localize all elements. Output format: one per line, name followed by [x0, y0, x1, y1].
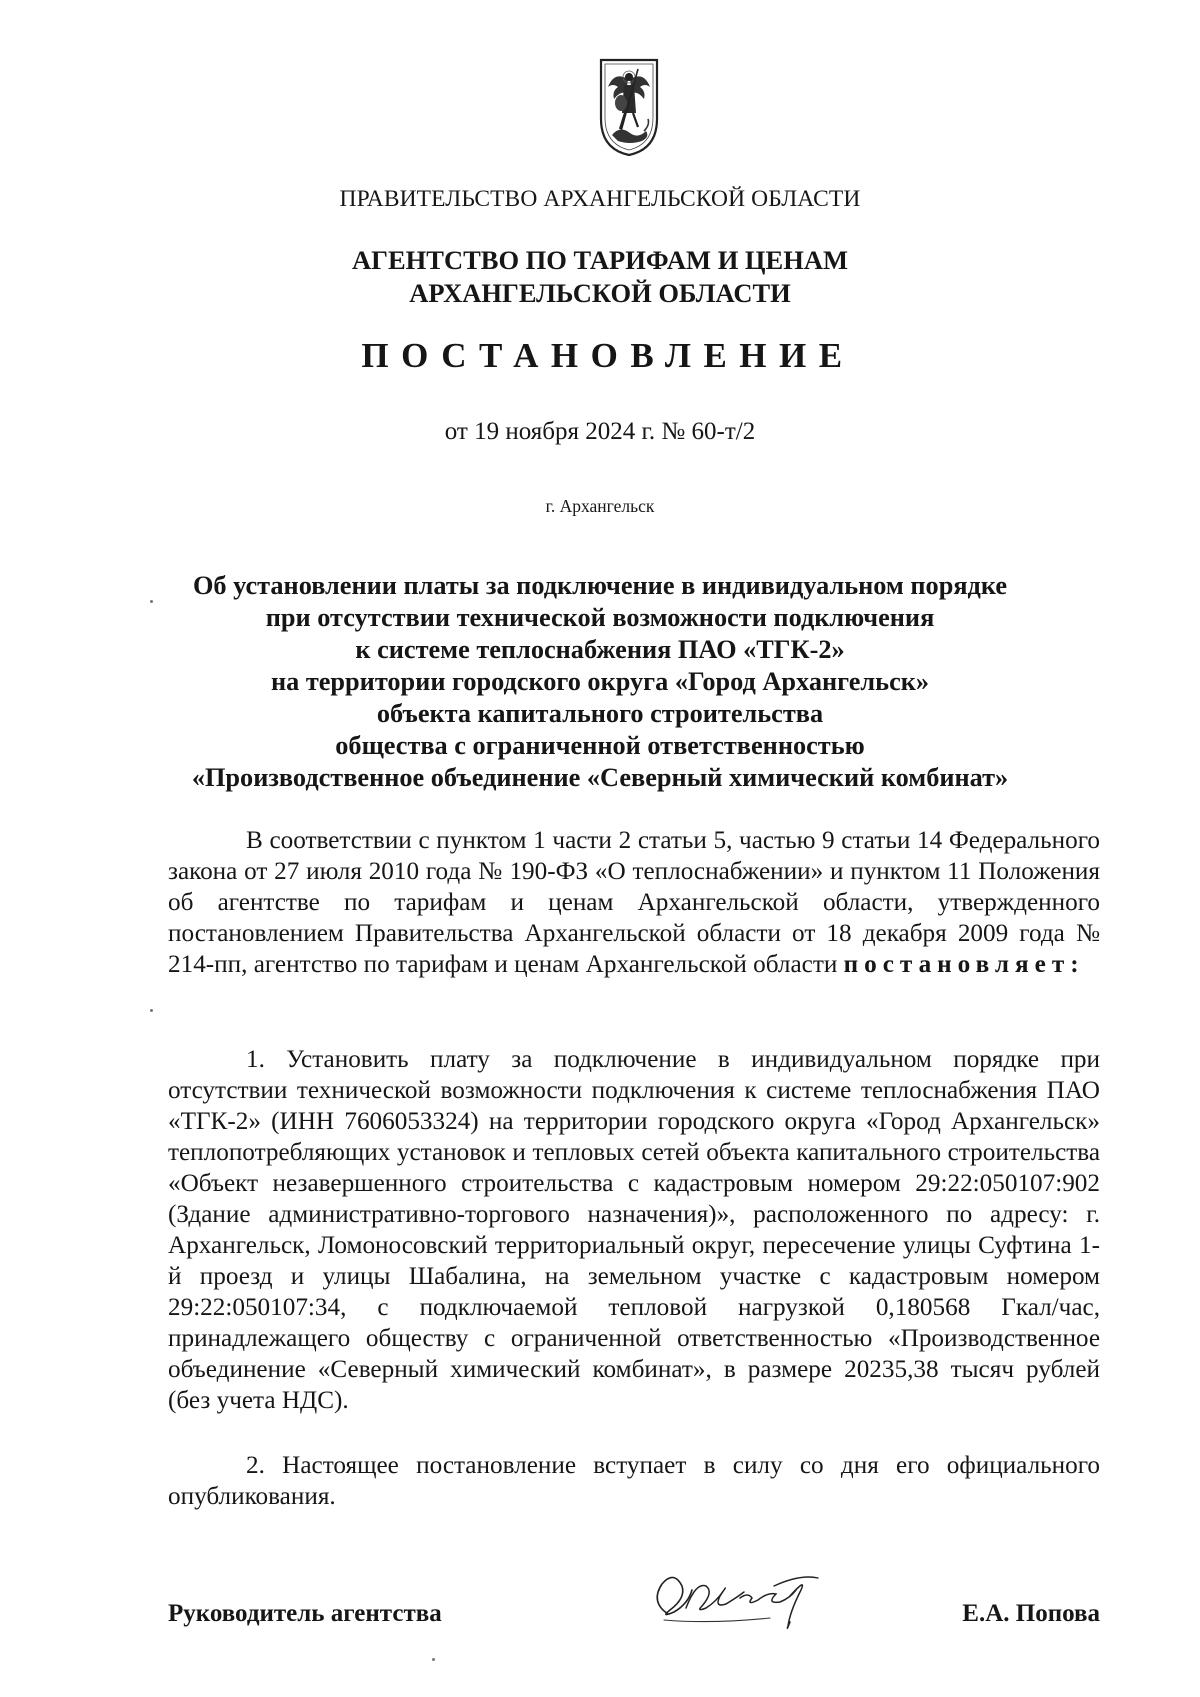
decree-word: постановляет: — [843, 951, 1085, 978]
preamble-paragraph — [168, 825, 1100, 980]
subject-line: к системе теплоснабжения ПАО «ТГК-2» — [355, 635, 845, 664]
subject-line: при отсутствии технической возможности подключения — [265, 603, 935, 632]
signature-block — [168, 1590, 1100, 1650]
document-date-number: от 19 ноября 2024 г. № 60-т/2 — [444, 418, 756, 445]
subject-line: Об установлении платы за подключение в индивидуальном порядке — [192, 571, 1008, 600]
subject-line: «Производственное объединение «Северный химический комбинат» — [191, 763, 1009, 792]
agency-name — [0, 244, 1200, 310]
subject-line: общества с ограниченной ответственностью — [335, 731, 865, 760]
subject-line: на территории городского округа «Город Архангельск» — [270, 667, 930, 696]
agency-name-line: АРХАНГЕЛЬСКОЙ ОБЛАСТИ — [409, 278, 791, 308]
signatory-name: Е.А. Попова — [962, 1600, 1100, 1627]
government-name: ПРАВИТЕЛЬСТВО АРХАНГЕЛЬСКОЙ ОБЛАСТИ — [339, 186, 861, 212]
handwritten-signature — [640, 1562, 830, 1642]
preamble-text: В соответствии с пунктом 1 части 2 статьи 5, частью 9 статьи 14 Федерального закона от 27 июля 2010 года № 190-ФЗ «О теплоснабжении» и пунктом 11 Положения об агентстве по тарифам и ценам Архангельской области, утвержденного постановлением Правительства Архангельской области от 18 декабря 2009 года № 214-пп, агентство по тарифам и ценам Архангельской области — [168, 827, 1100, 978]
agency-name-line: АГЕНТСТВО ПО ТАРИФАМ И ЦЕНАМ — [352, 245, 848, 275]
scan-speck — [150, 1009, 153, 1012]
subject-line: объекта капитального строительства — [376, 699, 824, 728]
decree-item-1: 1. Установить плату за подключение в индивидуальном порядке при отсутствии технической возможности подключения к системе теплоснабжения ПАО «ТГК-2» (ИНН 7606053324) на территории городского округа «Город Архангельск» теплопотребляющих установок и тепловых сетей объекта капитального строительства «Объект незавершенного строительства с кадастровым номером 29:22:050107:902 (Здание административно-торгового назначения)», расположенного по адресу: г. Архангельск, Ломоносовский территориальный округ, пересечение улицы Суфтина 1-й проезд и улицы Шабалина, на земельном участке с кадастровым номером 29:22:050107:34, с подключаемой тепловой нагрузкой 0,180568 Гкал/час, принадлежащего обществу с ограниченной ответственностью «Производственное объединение «Северный химический комбинат», в размере 20235,38 тысяч рублей (без учета НДС). — [168, 1046, 1100, 1414]
decree-item-2: 2. Настоящее постановление вступает в силу со дня его официального опубликования. — [168, 1452, 1100, 1510]
document-city: г. Архангельск — [545, 496, 655, 516]
document-subject — [0, 570, 1200, 794]
document-type: ПОСТАНОВЛЕНИЕ — [361, 336, 855, 375]
signatory-position: Руководитель агентства — [168, 1600, 442, 1627]
arkhangelsk-coat-of-arms-icon — [598, 57, 660, 157]
scan-speck — [432, 1658, 435, 1661]
scan-speck — [150, 600, 153, 603]
